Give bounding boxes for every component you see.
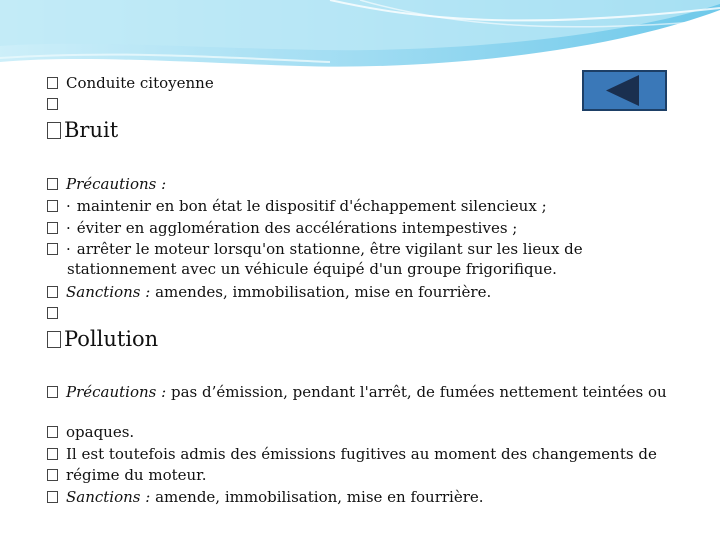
pollution-sanctions-line (47, 487, 668, 507)
dot-bullet-icon: · (66, 219, 71, 237)
sanctions-label: Sanctions : (66, 283, 151, 301)
bullet-box-icon (47, 491, 58, 503)
precautions-label: Précautions : (66, 175, 167, 193)
bruit-precautions-line (47, 174, 668, 194)
bullet-box-icon (47, 448, 58, 460)
dot-bullet-icon: · (66, 197, 71, 215)
bullet-box-icon (47, 122, 61, 139)
pollution-precautions-line (47, 383, 687, 401)
title-line (47, 73, 668, 93)
empty-line (47, 303, 668, 323)
bullet-box-icon (47, 243, 58, 255)
sanctions-text: amende, immobilisation, mise en fourrière. (155, 488, 484, 506)
page-title: Conduite citoyenne (66, 74, 214, 92)
bullet-box-icon (47, 331, 61, 348)
line-text: régime du moteur. (66, 466, 207, 484)
bullet-box-icon (47, 307, 58, 319)
line-text: Il est toutefois admis des émissions fugitives au moment des changements de (66, 445, 657, 463)
bullet-box-icon (47, 178, 58, 190)
bullet-box-icon (47, 469, 58, 481)
bruit-item-2 (47, 218, 668, 238)
dot-bullet-icon: · (66, 240, 71, 258)
section-heading-pollution (47, 326, 668, 352)
pollution-line-4 (47, 465, 668, 485)
bullet-box-icon (47, 286, 58, 298)
bullet-box-icon (47, 426, 58, 438)
bullet-box-icon (47, 200, 58, 212)
bruit-item-3 (47, 239, 627, 279)
item-text: arrêter le moteur lorsqu'on stationne, être vigilant sur les lieux de stationnement avec un véhicule équipé d'un groupe frigorifique. (67, 240, 583, 278)
bruit-sanctions-line (47, 282, 668, 302)
section-heading-bruit (47, 117, 668, 143)
pollution-line-2 (47, 422, 668, 442)
heading-text: Bruit (64, 118, 119, 142)
sanctions-text: amendes, immobilisation, mise en fourrière. (155, 283, 492, 301)
item-text: éviter en agglomération des accélérations intempestives ; (76, 219, 518, 237)
precautions-text: pas d’émission, pendant l'arrêt, de fumées nettement teintées ou (170, 383, 667, 401)
pollution-line-3 (47, 444, 668, 464)
bullet-box-icon (47, 77, 58, 89)
bullet-box-icon (47, 386, 58, 398)
sanctions-label: Sanctions : (66, 488, 151, 506)
bullet-box-icon (47, 98, 58, 110)
item-text: maintenir en bon état le dispositif d'échappement silencieux ; (76, 197, 547, 215)
heading-text: Pollution (64, 327, 159, 351)
bullet-box-icon (47, 222, 58, 234)
bruit-item-1 (47, 196, 668, 216)
empty-line (47, 94, 668, 114)
precautions-label: Précautions : (66, 383, 167, 401)
line-text: opaques. (66, 423, 135, 441)
